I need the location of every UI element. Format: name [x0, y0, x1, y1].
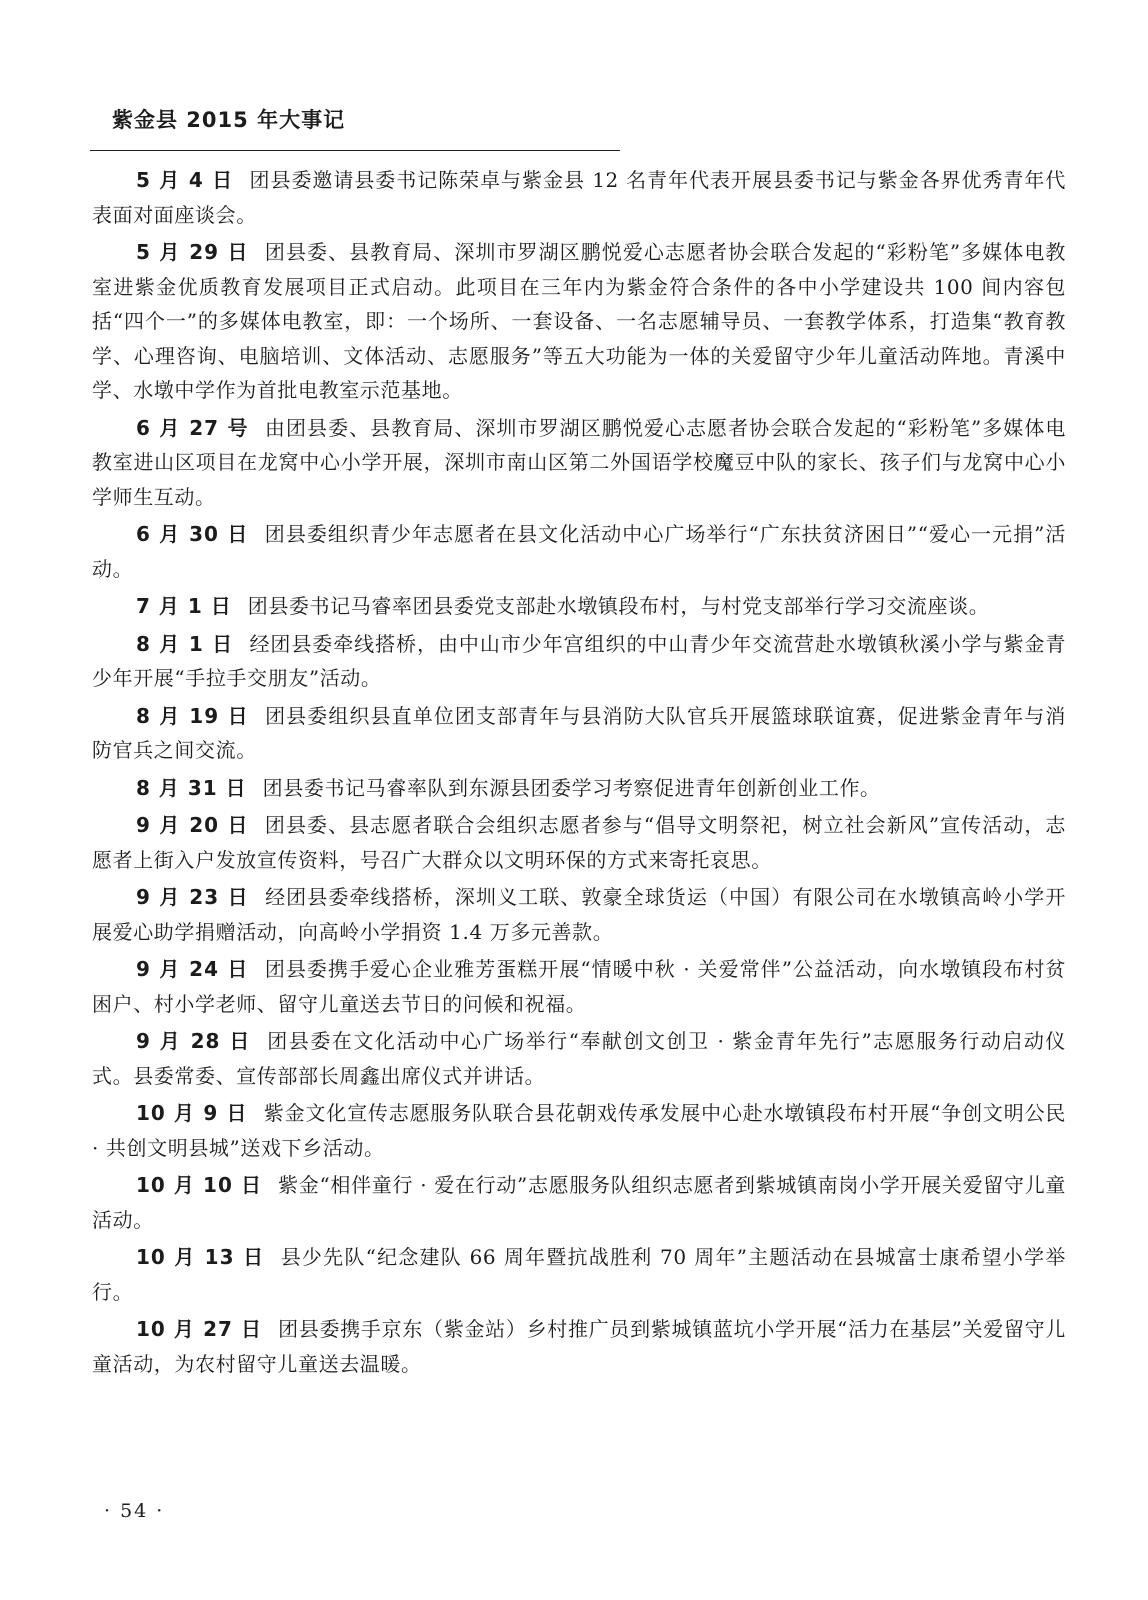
entry-date: 9 月 28 日 — [136, 1029, 252, 1053]
entry — [92, 880, 1066, 949]
entry — [92, 235, 1066, 408]
entry-text: 团县委组织县直单位团支部青年与县消防大队官兵开展篮球联谊赛，促进紫金青年与消防官兵之间交流。 — [92, 703, 1066, 762]
entry-date: 10 月 9 日 — [136, 1101, 248, 1125]
entry-text: 团县委携手爱心企业雅芳蛋糕开展“情暖中秋 · 关爱常伴”公益活动，向水墩镇段布村贫困户、村小学老师、留守儿童送去节日的问候和祝福。 — [92, 957, 1066, 1016]
entry-text: 团县委组织青少年志愿者在县文化活动中心广场举行“广东扶贫济困日”“爱心一元捐”活动。 — [92, 522, 1067, 581]
entry-text: 经团县委牵线搭桥，深圳义工联、敦豪全球货运（中国）有限公司在水墩镇高岭小学开展爱心助学捐赠活动，向高岭小学捐资 1.4 万多元善款。 — [92, 885, 1066, 944]
entry — [92, 411, 1066, 515]
entry-date: 8 月 31 日 — [136, 775, 247, 800]
entry-text: 团县委、县教育局、深圳市罗湖区鹏悦爱心志愿者协会联合发起的“彩粉笔”多媒体电教室进紫金优质教育发展项目正式启动。此项目在三年内为紫金符合条件的各中小学建设共 100 间内容包括“四个一”的多媒体电教室，即：一个场所、一套设备、一名志愿辅导员、一套教学体系，打造集“教育教学、心理咨询、电脑培训、文体活动、志愿服务”等五大功能为一体的关爱留守少年儿童活动阵地。青溪中学、水墩中学作为首批电教室示范基地。 — [92, 240, 1066, 402]
entry-text: 团县委携手京东（紫金站）乡村推广员到紫城镇蓝坑小学开展“活力在基层”关爱留守儿童活动，为农村留守儿童送去温暖。 — [92, 1317, 1066, 1376]
entry — [92, 771, 1066, 806]
entry-text: 团县委在文化活动中心广场举行“奉献创文创卫 · 紫金青年先行”志愿服务行动启动仪式。县委常委、宣传部部长周鑫出席仪式并讲话。 — [92, 1029, 1066, 1088]
entry-date: 8 月 1 日 — [136, 631, 234, 656]
entry-text: 由团县委、县教育局、深圳市罗湖区鹏悦爱心志愿者协会联合发起的“彩粉笔”多媒体电教室进山区项目在龙窝中心小学开展，深圳市南山区第二外国语学校魔豆中队的家长、孩子们与龙窝中心小学师生互动。 — [92, 415, 1066, 509]
entry-text: 团县委、县志愿者联合会组织志愿者参与“倡导文明祭祀，树立社会新风”宣传活动，志愿者上街入户发放宣传资料，号召广大群众以文明环保的方式来寄托哀思。 — [92, 813, 1066, 872]
entry-date: 10 月 10 日 — [136, 1173, 263, 1197]
entry — [92, 1096, 1066, 1165]
entry-date: 8 月 19 日 — [136, 703, 250, 728]
entry-text: 团县委书记马睿率团县委党支部赴水墩镇段布村，与村党支部举行学习交流座谈。 — [247, 594, 990, 618]
entry — [92, 952, 1066, 1021]
entry — [92, 627, 1066, 696]
running-head: 紫金县 2015 年大事记 — [112, 108, 346, 132]
entry — [92, 163, 1066, 232]
entry — [92, 808, 1066, 877]
entry-date: 9 月 20 日 — [136, 813, 249, 837]
entry — [92, 699, 1066, 768]
entry-date: 5 月 4 日 — [136, 168, 234, 192]
page-number: · 54 · — [104, 1500, 165, 1522]
header-rule — [90, 150, 620, 151]
entry — [92, 1024, 1066, 1093]
entry-date: 5 月 29 日 — [136, 240, 249, 264]
entry-date: 10 月 13 日 — [136, 1245, 265, 1269]
entry — [92, 1240, 1066, 1309]
entry-text: 团县委书记马睿率队到东源县团委学习考察促进青年创新创业工作。 — [262, 775, 881, 800]
chronicle-body — [92, 163, 1066, 1384]
entry-text: 紫金文化宣传志愿服务队联合县花朝戏传承发展中心赴水墩镇段布村开展“争创文明公民 · 共创文明县城”送戏下乡活动。 — [92, 1101, 1067, 1160]
entry-text: 团县委邀请县委书记陈荣卓与紫金县 12 名青年代表开展县委书记与紫金各界优秀青年代表面对面座谈会。 — [92, 168, 1066, 227]
entry-text: 县少先队“纪念建队 66 周年暨抗战胜利 70 周年”主题活动在县城富士康希望小学举行。 — [92, 1245, 1066, 1304]
entry-date: 6 月 30 日 — [136, 522, 249, 546]
entry-date: 9 月 23 日 — [136, 885, 250, 909]
entry-date: 7 月 1 日 — [136, 594, 232, 618]
entry-text: 经团县委牵线搭桥，由中山市少年宫组织的中山青少年交流营赴水墩镇秋溪小学与紫金青少年开展“手拉手交朋友”活动。 — [92, 631, 1066, 690]
entry — [92, 589, 1066, 624]
entry — [92, 517, 1066, 586]
entry-date: 6 月 27 号 — [136, 415, 249, 440]
entry-date: 9 月 24 日 — [136, 957, 249, 981]
entry — [92, 1312, 1066, 1381]
entry — [92, 1168, 1066, 1237]
entry-text: 紫金“相伴童行 · 爱在行动”志愿服务队组织志愿者到紫城镇南岗小学开展关爱留守儿童活动。 — [92, 1173, 1066, 1232]
entry-date: 10 月 27 日 — [136, 1317, 263, 1341]
